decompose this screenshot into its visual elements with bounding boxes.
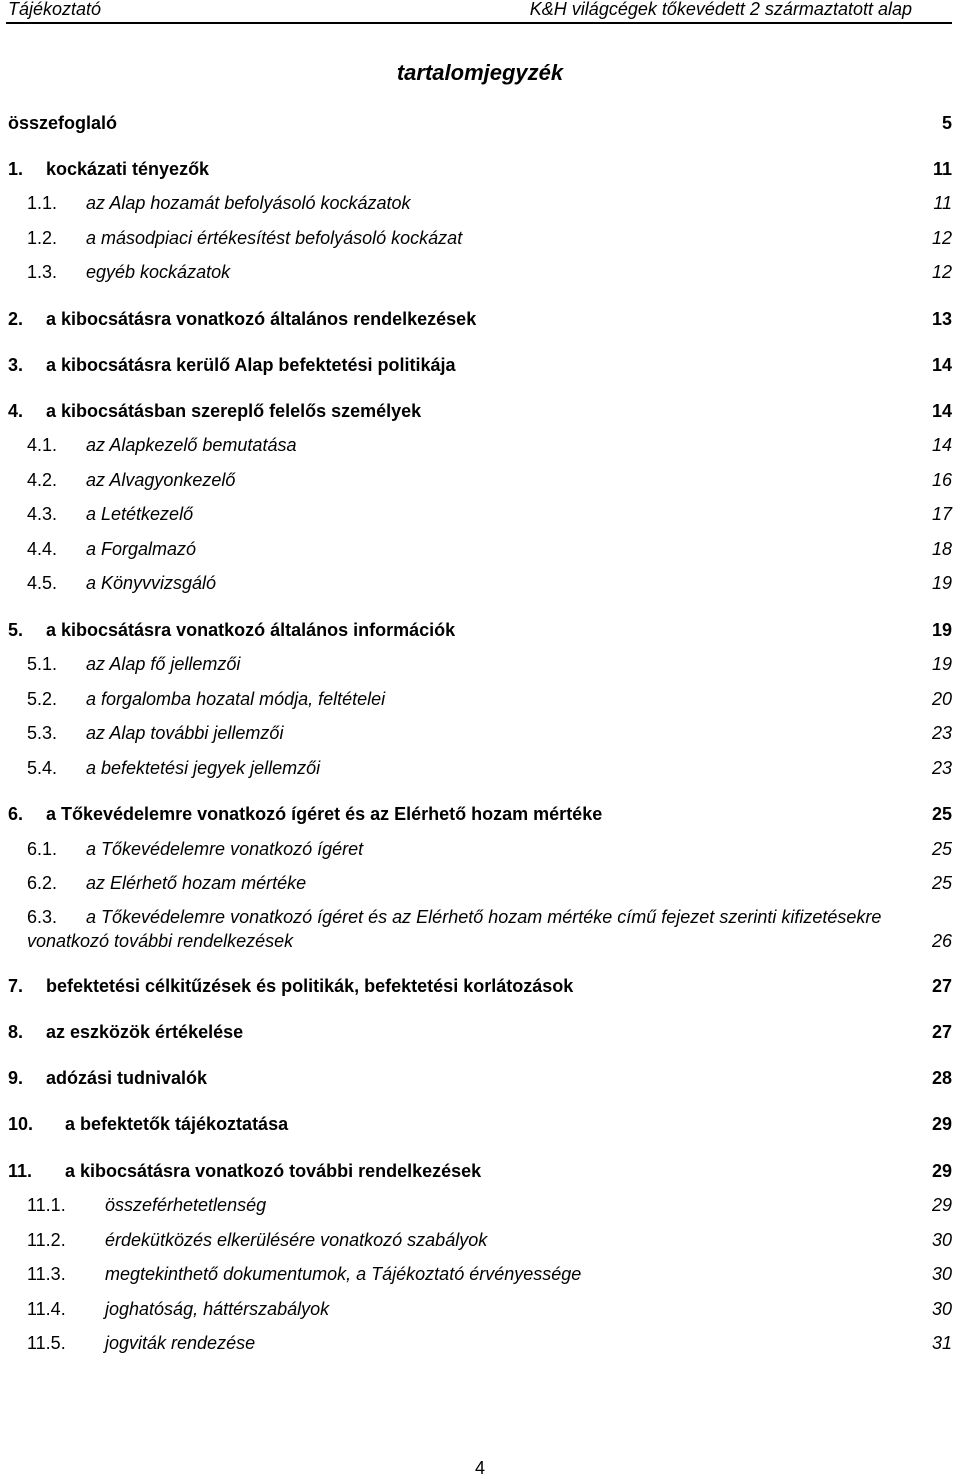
toc-entry-5-4[interactable] [0, 757, 960, 783]
toc-entry-page: 28 [931, 1068, 952, 1088]
toc-entry-11[interactable] [0, 1160, 960, 1186]
toc-entry-page: 12 [931, 262, 952, 282]
toc-entry-page: 14 [931, 355, 952, 375]
toc-entry-page: 11 [933, 193, 952, 213]
toc-entry-11-3[interactable] [0, 1263, 960, 1289]
toc-entry-number: 1. [8, 159, 24, 179]
toc-entry-text: a kibocsátásra kerülő Alap befektetési politikája [46, 355, 456, 375]
toc-entry-number: 3. [8, 355, 24, 375]
toc-entry-summary[interactable] [0, 112, 960, 138]
toc-entry-page: 31 [931, 1333, 952, 1353]
toc-entry-4-3[interactable] [0, 503, 960, 529]
toc-entry-8[interactable] [0, 1021, 960, 1047]
toc-entry-number: 4. [8, 401, 24, 421]
toc-entry-page: 5 [941, 113, 952, 133]
toc-entry-6-1[interactable] [0, 838, 960, 864]
toc-entry-number: 9. [8, 1068, 24, 1088]
toc-entry-page: 11 [932, 159, 952, 179]
toc-entry-1-2[interactable] [0, 227, 960, 253]
toc-entry-number: 7. [8, 976, 24, 996]
toc-entry-text: a befektetési jegyek jellemzői [86, 758, 321, 778]
toc-entry-page: 14 [931, 401, 952, 421]
toc-entry-text: a Könyvvizsgáló [86, 573, 217, 593]
toc-entry-5-2[interactable] [0, 688, 960, 714]
toc-entry-number: 4.5. [27, 573, 58, 593]
toc-entry-number: 5. [8, 620, 24, 640]
header-divider [6, 22, 952, 24]
toc-entry-number: 6. [8, 804, 24, 824]
toc-entry-11-1[interactable] [0, 1194, 960, 1220]
toc-entry-number: 11. [8, 1161, 33, 1181]
toc-entry-number: 1.1. [27, 193, 58, 213]
toc-entry-text: a kibocsátásra vonatkozó általános információk [46, 620, 456, 640]
toc-entry-5[interactable] [0, 619, 960, 645]
toc-entry-text: a forgalomba hozatal módja, feltételei [86, 689, 386, 709]
toc-entry-text: kockázati tényezők [46, 159, 210, 179]
toc-entry-number: 11.4. [27, 1299, 66, 1319]
toc-entry-text: a másodpiaci értékesítést befolyásoló kockázat [86, 228, 463, 248]
header-document-type: Tájékoztató [8, 0, 102, 19]
toc-entry-number: 5.1. [27, 654, 58, 674]
toc-entry-7[interactable] [0, 975, 960, 1001]
toc-entry-text-line2: vonatkozó további rendelkezések [27, 931, 294, 951]
toc-entry-number: 1.3. [27, 262, 58, 282]
toc-entry-text: befektetési célkitűzések és politikák, befektetési korlátozások [46, 976, 574, 996]
toc-entry-number: 11.5. [27, 1333, 66, 1353]
toc-entry-11-2[interactable] [0, 1229, 960, 1255]
toc-entry-3[interactable] [0, 354, 960, 380]
toc-entry-text: adózási tudnivalók [46, 1068, 208, 1088]
toc-entry-4-4[interactable] [0, 538, 960, 564]
toc-entry-text: az eszközök értékelése [46, 1022, 244, 1042]
toc-entry-6[interactable] [0, 803, 960, 829]
toc-entry-page: 26 [931, 931, 952, 951]
toc-entry-text: joghatóság, háttérszabályok [105, 1299, 330, 1319]
toc-entry-4[interactable] [0, 400, 960, 426]
toc-entry-page: 30 [931, 1264, 952, 1284]
toc-entry-text: az Alapkezelő bemutatása [86, 435, 297, 455]
toc-entry-4-5[interactable] [0, 572, 960, 598]
toc-entry-page: 13 [931, 309, 952, 329]
page-header [0, 0, 960, 22]
toc-entry-text: a Tőkevédelemre vonatkozó ígéret [86, 839, 364, 859]
toc-entry-text: összeférhetetlenség [105, 1195, 267, 1215]
toc-entry-number: 11.1. [27, 1195, 66, 1215]
toc-entry-text: az Alvagyonkezelő [86, 470, 236, 490]
toc-entry-1-1[interactable] [0, 192, 960, 218]
toc-entry-number: 2. [8, 309, 24, 329]
toc-entry-5-1[interactable] [0, 653, 960, 679]
toc-entry-number: 1.2. [27, 228, 58, 248]
toc-entry-page: 25 [931, 839, 952, 859]
toc-entry-4-1[interactable] [0, 434, 960, 460]
toc-entry-page: 16 [931, 470, 952, 490]
toc-entry-page: 29 [931, 1114, 952, 1134]
toc-entry-1-3[interactable] [0, 261, 960, 287]
toc-entry-number: 6.3. [27, 907, 58, 927]
toc-entry-text: a befektetők tájékoztatása [65, 1114, 289, 1134]
toc-entry-page: 23 [931, 723, 952, 743]
toc-entry-page: 12 [931, 228, 952, 248]
toc-entry-number: 11.3. [27, 1264, 66, 1284]
toc-entry-page: 19 [931, 654, 952, 674]
toc-entry-page: 29 [931, 1161, 952, 1181]
toc-entry-number: 5.3. [27, 723, 58, 743]
toc-entry-text: összefoglaló [8, 113, 118, 133]
toc-entry-number: 8. [8, 1022, 24, 1042]
toc-entry-text-line1: a Tőkevédelemre vonatkozó ígéret és az Elérhető hozam mértéke című fejezet szerinti kifizetésekre [86, 907, 882, 927]
toc-entry-page: 19 [931, 620, 952, 640]
toc-entry-text: a kibocsátásban szereplő felelős személyek [46, 401, 422, 421]
toc-entry-text: jogviták rendezése [105, 1333, 256, 1353]
toc-entry-number: 5.4. [27, 758, 58, 778]
toc-entry-page: 30 [931, 1230, 952, 1250]
toc-entry-text: az Alap hozamát befolyásoló kockázatok [86, 193, 411, 213]
toc-entry-page: 19 [931, 573, 952, 593]
toc-entry-text: az Alap fő jellemzői [86, 654, 241, 674]
toc-entry-page: 27 [931, 976, 952, 996]
toc-entry-text: a kibocsátásra vonatkozó további rendelkezések [65, 1161, 482, 1181]
toc-entry-page: 20 [931, 689, 952, 709]
toc-entry-number: 4.2. [27, 470, 58, 490]
toc-entry-number: 11.2. [27, 1230, 66, 1250]
toc-entry-2[interactable] [0, 308, 960, 334]
toc-entry-text: a kibocsátásra vonatkozó általános rendelkezések [46, 309, 477, 329]
toc-entry-number: 6.2. [27, 873, 58, 893]
toc-entry-text: a Forgalmazó [86, 539, 197, 559]
toc-entry-number: 4.4. [27, 539, 58, 559]
toc-entry-text: a Letétkezelő [86, 504, 194, 524]
toc-entry-4-2[interactable] [0, 469, 960, 495]
toc-entry-text: megtekinthető dokumentumok, a Tájékoztató érvényessége [105, 1264, 582, 1284]
toc-entry-10[interactable] [0, 1113, 960, 1139]
toc-entry-number: 5.2. [27, 689, 58, 709]
toc-entry-1[interactable] [0, 158, 960, 184]
toc-entry-9[interactable] [0, 1067, 960, 1093]
toc-entry-page: 29 [931, 1195, 952, 1215]
toc-entry-6-2[interactable] [0, 872, 960, 898]
toc-entry-page: 14 [931, 435, 952, 455]
toc-entry-text: a Tőkevédelemre vonatkozó ígéret és az Elérhető hozam mértéke [46, 804, 603, 824]
toc-entry-page: 23 [931, 758, 952, 778]
toc-entry-page: 30 [931, 1299, 952, 1319]
page-number: 4 [474, 1458, 485, 1478]
toc-entry-page: 27 [931, 1022, 952, 1042]
toc-title: tartalomjegyzék [396, 60, 564, 85]
toc-entry-11-4[interactable] [0, 1298, 960, 1324]
toc-entry-number: 10. [8, 1114, 34, 1134]
header-fund-name: K&H világcégek tőkevédett 2 származtatott alap [529, 0, 912, 19]
toc-entry-page: 25 [931, 873, 952, 893]
toc-entry-number: 4.3. [27, 504, 58, 524]
toc-entry-5-3[interactable] [0, 722, 960, 748]
toc-entry-text: az Alap további jellemzői [86, 723, 284, 743]
toc-entry-page: 18 [931, 539, 952, 559]
toc-entry-page: 25 [931, 804, 952, 824]
toc-entry-text: érdekütközés elkerülésére vonatkozó szabályok [105, 1230, 488, 1250]
toc-entry-text: egyéb kockázatok [86, 262, 231, 282]
toc-entry-11-5[interactable] [0, 1332, 960, 1358]
toc-entry-number: 6.1. [27, 839, 58, 859]
toc-entry-text: az Elérhető hozam mértéke [86, 873, 307, 893]
toc-entry-number: 4.1. [27, 435, 58, 455]
toc-entry-page: 17 [931, 504, 952, 524]
